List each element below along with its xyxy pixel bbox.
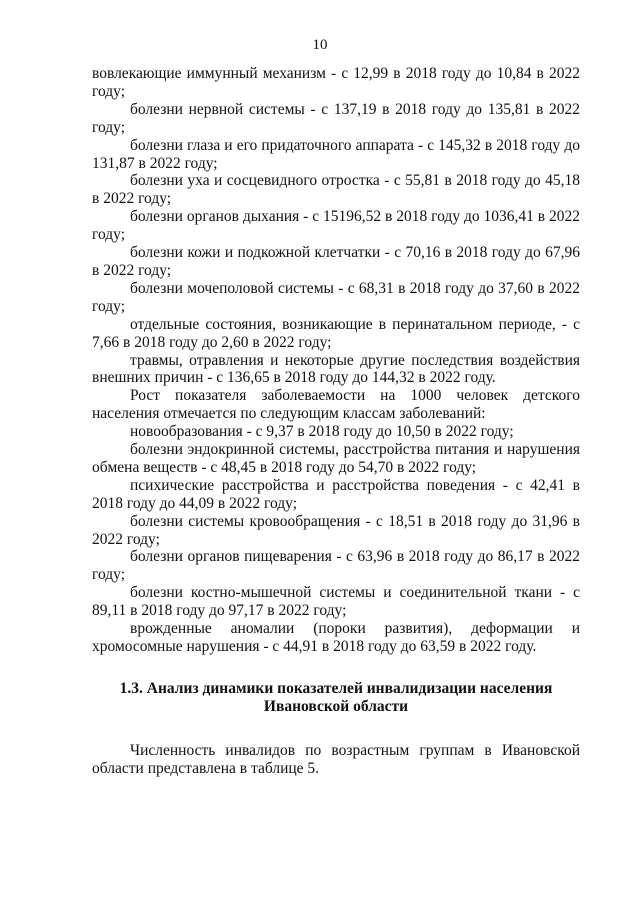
paragraph-immune: вовлекающие иммунный механизм - с 12,99 в 2018 году до 10,84 в 2022 году; <box>92 65 580 100</box>
paragraph-ear: болезни уха и сосцевидного отростка - с 55,81 в 2018 году до 45,18 в 2022 году; <box>92 172 580 208</box>
paragraph-respiratory: болезни органов дыхания - с 15196,52 в 2018 году до 1036,41 в 2022 году; <box>92 208 580 244</box>
paragraph-growth-intro: Рост показателя заболеваемости на 1000 человек детского населения отмечается по следующим классам заболеваний: <box>92 387 580 423</box>
paragraph-injuries: травмы, отравления и некоторые другие последствия воздействия внешних причин - с 136,65 в 2018 году до 144,32 в 2022 году. <box>92 351 580 387</box>
paragraph-musculoskeletal: болезни костно-мышечной системы и соединительной ткани - с 89,11 в 2018 году до 97,17 в 2022 году; <box>92 584 580 620</box>
paragraph-disabled-count: Численность инвалидов по возрастным группам в Ивановской области представлена в таблице 5. <box>92 741 580 777</box>
document-body <box>92 65 580 778</box>
paragraph-circulatory: болезни системы кровообращения - с 18,51 в 2018 году до 31,96 в 2022 году; <box>92 512 580 548</box>
section-heading <box>92 680 580 716</box>
paragraph-skin: болезни кожи и подкожной клетчатки - с 70,16 в 2018 году до 67,96 в 2022 году; <box>92 244 580 279</box>
paragraph-digestive: болезни органов пищеварения - с 63,96 в 2018 году до 86,17 в 2022 году; <box>92 548 580 584</box>
paragraph-neoplasms: новообразования - с 9,37 в 2018 году до 10,50 в 2022 году; <box>130 423 514 441</box>
paragraph-genitourinary: болезни мочеполовой системы - с 68,31 в 2018 году до 37,60 в 2022 году; <box>92 279 580 315</box>
paragraph-mental: психические расстройства и расстройства поведения - с 42,41 в 2018 году до 44,09 в 2022 году; <box>92 476 580 512</box>
paragraph-endocrine: болезни эндокринной системы, расстройства питания и нарушения обмена веществ - с 48,45 в 2018 году до 54,70 в 2022 году; <box>92 441 580 476</box>
section-heading-line-2: Ивановской области <box>263 697 409 715</box>
page-number: 10 <box>312 37 328 53</box>
paragraph-perinatal: отдельные состояния, возникающие в перинатальном периоде, - с 7,66 в 2018 году до 2,60 в 2022 году; <box>92 315 580 351</box>
paragraph-eye: болезни глаза и его придаточного аппарата - с 145,32 в 2018 году до 131,87 в 2022 году; <box>92 136 580 172</box>
paragraph-nervous: болезни нервной системы - с 137,19 в 2018 году до 135,81 в 2022 году; <box>92 100 580 136</box>
paragraph-congenital: врожденные аномалии (пороки развития), деформации и хромосомные нарушения - с 44,91 в 2018 году до 63,59 в 2022 году. <box>92 620 580 655</box>
section-heading-line-1: 1.3. Анализ динамики показателей инвалидизации населения <box>119 679 553 697</box>
